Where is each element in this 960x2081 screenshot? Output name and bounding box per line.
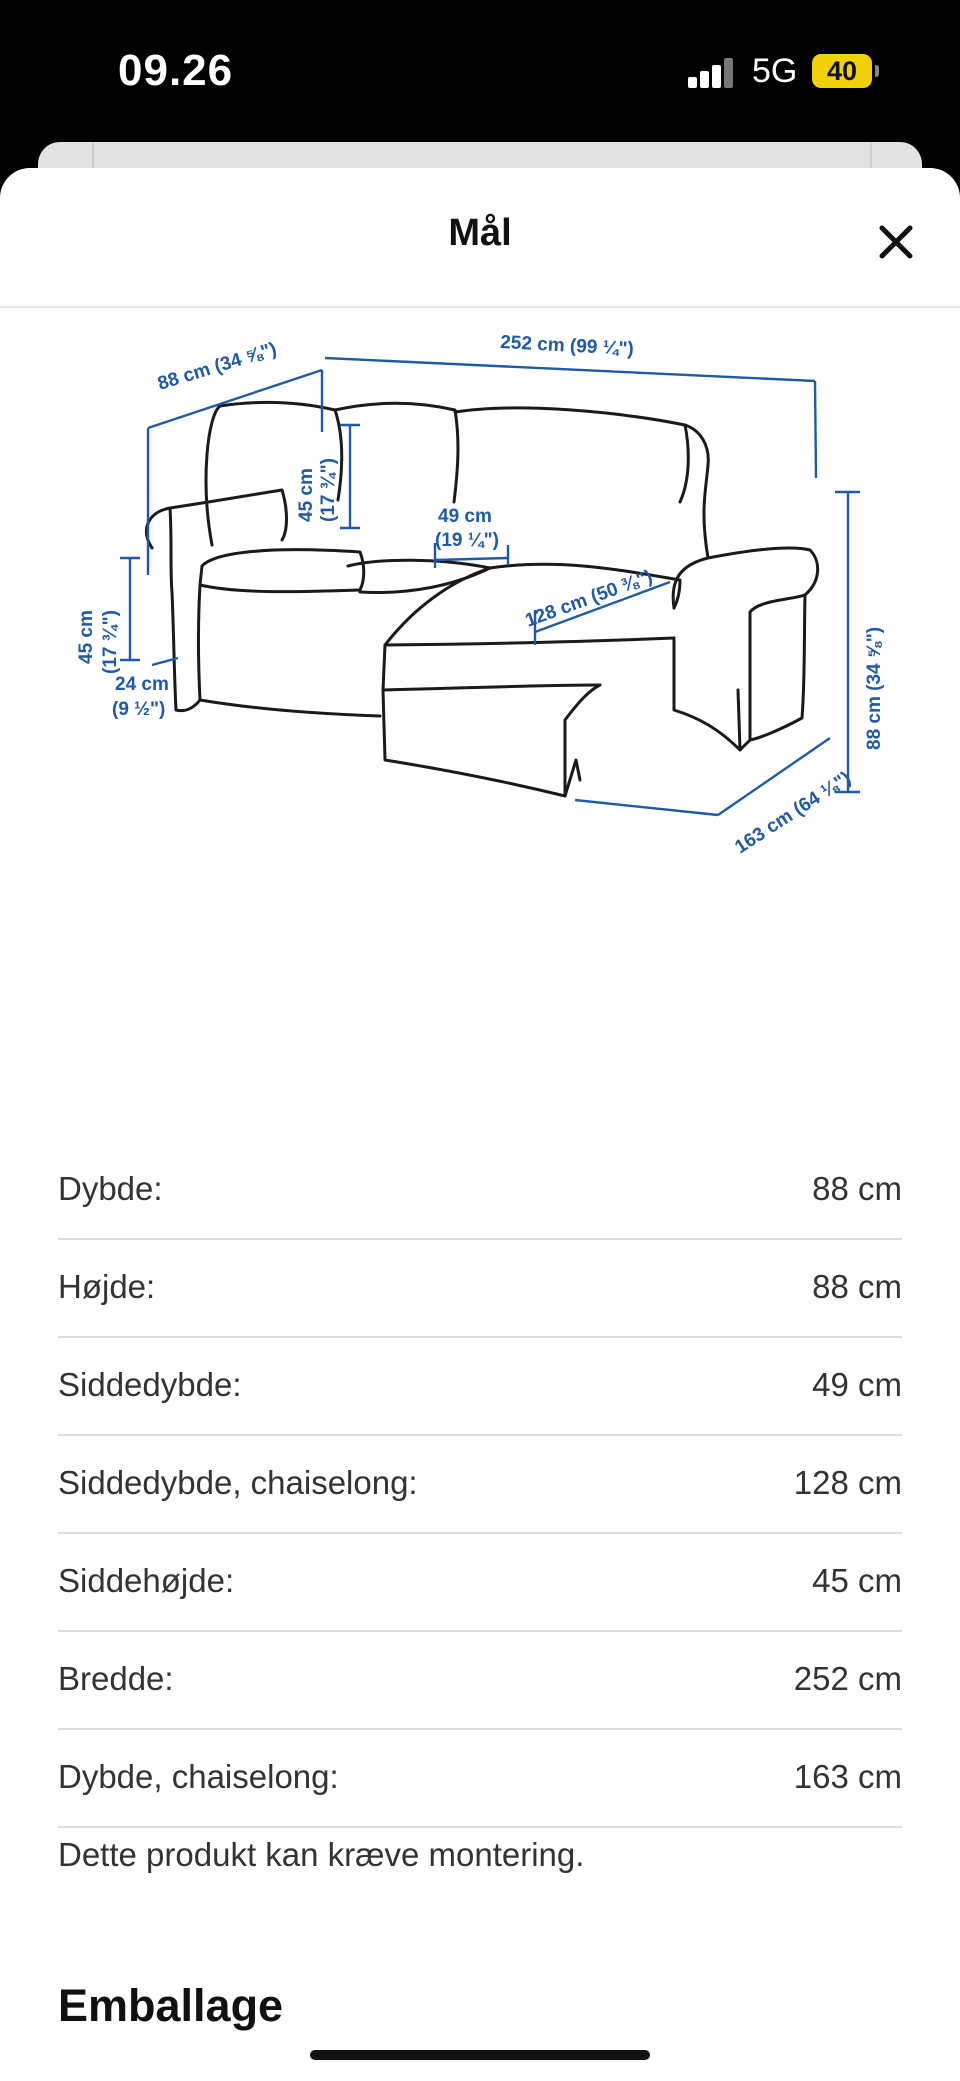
label-height-right: 88 cm (34 ⅝") [864,626,885,750]
dimension-value: 128 cm [793,1464,902,1501]
dimension-value: 163 cm [793,1758,902,1795]
dimension-label: Højde: [58,1268,156,1305]
cellular-signal-icon [688,58,734,88]
dimension-row [58,1240,902,1338]
label-chaise-length: 163 cm (64 ⅛") [731,767,855,859]
dimension-value: 49 cm [812,1366,902,1403]
packaging-heading[interactable]: Emballage [58,1980,284,2031]
label-arm-width: 24 cm [115,674,169,695]
dimension-label: Dybde: [58,1170,163,1207]
label-back-height: 45 cm [296,468,317,522]
label-arm-width-in: (9 ½") [112,699,166,720]
sofa-outline [146,403,817,796]
sheet-title: Mål [448,212,512,254]
home-indicator[interactable] [310,2050,650,2060]
dimension-row [58,1436,902,1534]
dimension-lines [120,358,860,815]
sofa-dimension-diagram [60,240,900,859]
dimension-value: 252 cm [793,1660,902,1697]
dimensions-list [58,1150,902,1828]
dimension-row [58,1534,902,1632]
network-type: 5G [752,52,798,90]
dimension-label: Dybde, chaiselong: [58,1758,339,1795]
dimension-label: Bredde: [58,1660,174,1697]
label-width-top: 252 cm (99 ¼") [499,332,635,360]
battery-icon: 40 [812,54,872,88]
dimension-row [58,1338,902,1436]
dimension-value: 88 cm [812,1268,902,1305]
dimension-label: Siddedybde, chaiselong: [58,1464,418,1501]
label-seat-depth: 49 cm [438,506,492,527]
assembly-note: Dette produkt kan kræve montering. [58,1836,585,1873]
dimension-label: Siddedybde: [58,1366,242,1403]
label-chaise-depth: 128 cm (50 ⅜") [522,566,656,632]
status-time: 09.26 [118,46,234,95]
dimension-value: 88 cm [812,1170,902,1207]
battery-nub [875,65,879,77]
dimension-row [58,1730,902,1828]
status-bar [0,0,960,150]
dimension-label: Siddehøjde: [58,1562,235,1599]
label-seat-height: 45 cm [76,610,97,664]
label-seat-height-in: (17 ¾") [100,610,121,674]
dimension-value: 45 cm [812,1562,902,1599]
label-depth-top: 88 cm (34 ⅝") [155,338,280,395]
dimension-row [58,1632,902,1730]
dimension-row [58,1150,902,1240]
label-back-height-in: (17 ¾") [318,458,339,522]
label-seat-depth-in: (19 ¼") [435,530,499,551]
